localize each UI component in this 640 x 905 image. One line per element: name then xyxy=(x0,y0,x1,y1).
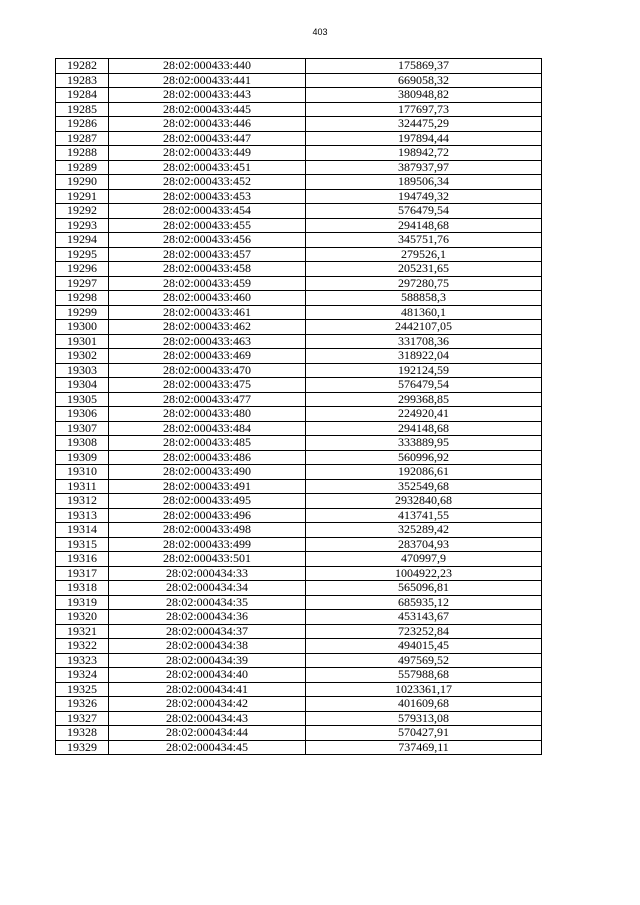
value-cell: 588858,3 xyxy=(306,291,542,306)
table-row xyxy=(56,682,542,697)
value-cell: 565096,81 xyxy=(306,581,542,596)
table-row xyxy=(56,262,542,277)
row-number-cell: 19305 xyxy=(56,392,109,407)
cadastral-number-cell: 28:02:000434:45 xyxy=(109,740,306,755)
value-cell: 205231,65 xyxy=(306,262,542,277)
value-cell: 294148,68 xyxy=(306,218,542,233)
table-row xyxy=(56,189,542,204)
table-row xyxy=(56,291,542,306)
value-cell: 352549,68 xyxy=(306,479,542,494)
cadastral-number-cell: 28:02:000433:440 xyxy=(109,59,306,74)
row-number-cell: 19296 xyxy=(56,262,109,277)
row-number-cell: 19303 xyxy=(56,363,109,378)
cadastral-number-cell: 28:02:000433:452 xyxy=(109,175,306,190)
table-row xyxy=(56,146,542,161)
table-row xyxy=(56,334,542,349)
value-cell: 279526,1 xyxy=(306,247,542,262)
row-number-cell: 19321 xyxy=(56,624,109,639)
row-number-cell: 19287 xyxy=(56,131,109,146)
row-number-cell: 19306 xyxy=(56,407,109,422)
row-number-cell: 19327 xyxy=(56,711,109,726)
table-row xyxy=(56,711,542,726)
cadastral-number-cell: 28:02:000433:484 xyxy=(109,421,306,436)
row-number-cell: 19282 xyxy=(56,59,109,74)
table-row xyxy=(56,247,542,262)
table-row xyxy=(56,566,542,581)
value-cell: 401609,68 xyxy=(306,697,542,712)
row-number-cell: 19324 xyxy=(56,668,109,683)
value-cell: 2442107,05 xyxy=(306,320,542,335)
row-number-cell: 19283 xyxy=(56,73,109,88)
cadastral-value-table xyxy=(55,58,542,755)
cadastral-number-cell: 28:02:000434:39 xyxy=(109,653,306,668)
value-cell: 325289,42 xyxy=(306,523,542,538)
table-row xyxy=(56,204,542,219)
table-row xyxy=(56,639,542,654)
value-cell: 497569,52 xyxy=(306,653,542,668)
cadastral-number-cell: 28:02:000433:460 xyxy=(109,291,306,306)
table-row xyxy=(56,349,542,364)
table-row xyxy=(56,88,542,103)
cadastral-number-cell: 28:02:000433:463 xyxy=(109,334,306,349)
cadastral-number-cell: 28:02:000433:496 xyxy=(109,508,306,523)
value-cell: 175869,37 xyxy=(306,59,542,74)
value-cell: 669058,32 xyxy=(306,73,542,88)
cadastral-number-cell: 28:02:000433:457 xyxy=(109,247,306,262)
cadastral-number-cell: 28:02:000433:470 xyxy=(109,363,306,378)
cadastral-number-cell: 28:02:000433:486 xyxy=(109,450,306,465)
table-row xyxy=(56,537,542,552)
cadastral-number-cell: 28:02:000433:480 xyxy=(109,407,306,422)
table-row xyxy=(56,595,542,610)
value-cell: 345751,76 xyxy=(306,233,542,248)
table-row xyxy=(56,494,542,509)
cadastral-number-cell: 28:02:000433:449 xyxy=(109,146,306,161)
table-row xyxy=(56,363,542,378)
value-cell: 481360,1 xyxy=(306,305,542,320)
cadastral-number-cell: 28:02:000434:37 xyxy=(109,624,306,639)
cadastral-number-cell: 28:02:000434:34 xyxy=(109,581,306,596)
table-row xyxy=(56,276,542,291)
table-row xyxy=(56,450,542,465)
value-cell: 576479,54 xyxy=(306,378,542,393)
value-cell: 560996,92 xyxy=(306,450,542,465)
cadastral-number-cell: 28:02:000433:485 xyxy=(109,436,306,451)
row-number-cell: 19301 xyxy=(56,334,109,349)
table-row xyxy=(56,407,542,422)
cadastral-number-cell: 28:02:000434:42 xyxy=(109,697,306,712)
row-number-cell: 19312 xyxy=(56,494,109,509)
row-number-cell: 19317 xyxy=(56,566,109,581)
page-number: 403 xyxy=(312,27,328,37)
row-number-cell: 19314 xyxy=(56,523,109,538)
row-number-cell: 19320 xyxy=(56,610,109,625)
row-number-cell: 19311 xyxy=(56,479,109,494)
table-row xyxy=(56,378,542,393)
row-number-cell: 19319 xyxy=(56,595,109,610)
cadastral-number-cell: 28:02:000433:490 xyxy=(109,465,306,480)
value-cell: 198942,72 xyxy=(306,146,542,161)
table-row xyxy=(56,73,542,88)
row-number-cell: 19292 xyxy=(56,204,109,219)
row-number-cell: 19291 xyxy=(56,189,109,204)
row-number-cell: 19316 xyxy=(56,552,109,567)
value-cell: 576479,54 xyxy=(306,204,542,219)
row-number-cell: 19329 xyxy=(56,740,109,755)
cadastral-number-cell: 28:02:000433:453 xyxy=(109,189,306,204)
value-cell: 723252,84 xyxy=(306,624,542,639)
table-row xyxy=(56,523,542,538)
cadastral-number-cell: 28:02:000433:447 xyxy=(109,131,306,146)
row-number-cell: 19325 xyxy=(56,682,109,697)
row-number-cell: 19309 xyxy=(56,450,109,465)
row-number-cell: 19290 xyxy=(56,175,109,190)
table-row xyxy=(56,697,542,712)
row-number-cell: 19285 xyxy=(56,102,109,117)
table-row xyxy=(56,465,542,480)
value-cell: 387937,97 xyxy=(306,160,542,175)
cadastral-number-cell: 28:02:000434:44 xyxy=(109,726,306,741)
cadastral-number-cell: 28:02:000433:454 xyxy=(109,204,306,219)
cadastral-number-cell: 28:02:000434:43 xyxy=(109,711,306,726)
cadastral-number-cell: 28:02:000434:38 xyxy=(109,639,306,654)
table-row xyxy=(56,610,542,625)
table-row xyxy=(56,653,542,668)
row-number-cell: 19288 xyxy=(56,146,109,161)
table-row xyxy=(56,102,542,117)
row-number-cell: 19289 xyxy=(56,160,109,175)
cadastral-number-cell: 28:02:000433:469 xyxy=(109,349,306,364)
cadastral-number-cell: 28:02:000433:451 xyxy=(109,160,306,175)
row-number-cell: 19318 xyxy=(56,581,109,596)
value-cell: 737469,11 xyxy=(306,740,542,755)
value-cell: 453143,67 xyxy=(306,610,542,625)
cadastral-number-cell: 28:02:000433:443 xyxy=(109,88,306,103)
row-number-cell: 19297 xyxy=(56,276,109,291)
row-number-cell: 19284 xyxy=(56,88,109,103)
table-row xyxy=(56,552,542,567)
cadastral-number-cell: 28:02:000434:36 xyxy=(109,610,306,625)
value-cell: 294148,68 xyxy=(306,421,542,436)
row-number-cell: 19326 xyxy=(56,697,109,712)
value-cell: 570427,91 xyxy=(306,726,542,741)
row-number-cell: 19315 xyxy=(56,537,109,552)
value-cell: 494015,45 xyxy=(306,639,542,654)
table-row xyxy=(56,131,542,146)
value-cell: 194749,32 xyxy=(306,189,542,204)
value-cell: 299368,85 xyxy=(306,392,542,407)
cadastral-number-cell: 28:02:000433:441 xyxy=(109,73,306,88)
value-cell: 318922,04 xyxy=(306,349,542,364)
row-number-cell: 19308 xyxy=(56,436,109,451)
cadastral-number-cell: 28:02:000433:446 xyxy=(109,117,306,132)
row-number-cell: 19298 xyxy=(56,291,109,306)
value-cell: 685935,12 xyxy=(306,595,542,610)
table-row xyxy=(56,305,542,320)
table-row xyxy=(56,726,542,741)
table-row xyxy=(56,624,542,639)
value-cell: 470997,9 xyxy=(306,552,542,567)
value-cell: 283704,93 xyxy=(306,537,542,552)
table-row xyxy=(56,218,542,233)
value-cell: 324475,29 xyxy=(306,117,542,132)
row-number-cell: 19310 xyxy=(56,465,109,480)
cadastral-number-cell: 28:02:000433:501 xyxy=(109,552,306,567)
table-row xyxy=(56,175,542,190)
cadastral-number-cell: 28:02:000433:458 xyxy=(109,262,306,277)
value-cell: 331708,36 xyxy=(306,334,542,349)
table-body xyxy=(56,59,542,755)
cadastral-number-cell: 28:02:000433:445 xyxy=(109,102,306,117)
value-cell: 192124,59 xyxy=(306,363,542,378)
row-number-cell: 19322 xyxy=(56,639,109,654)
table-row xyxy=(56,436,542,451)
row-number-cell: 19328 xyxy=(56,726,109,741)
row-number-cell: 19295 xyxy=(56,247,109,262)
value-cell: 1004922,23 xyxy=(306,566,542,581)
row-number-cell: 19300 xyxy=(56,320,109,335)
table-row xyxy=(56,479,542,494)
row-number-cell: 19286 xyxy=(56,117,109,132)
table-row xyxy=(56,740,542,755)
cadastral-number-cell: 28:02:000433:459 xyxy=(109,276,306,291)
cadastral-number-cell: 28:02:000433:462 xyxy=(109,320,306,335)
row-number-cell: 19304 xyxy=(56,378,109,393)
cadastral-number-cell: 28:02:000433:461 xyxy=(109,305,306,320)
cadastral-number-cell: 28:02:000433:495 xyxy=(109,494,306,509)
value-cell: 192086,61 xyxy=(306,465,542,480)
cadastral-number-cell: 28:02:000433:456 xyxy=(109,233,306,248)
table-row xyxy=(56,117,542,132)
row-number-cell: 19313 xyxy=(56,508,109,523)
row-number-cell: 19307 xyxy=(56,421,109,436)
value-cell: 579313,08 xyxy=(306,711,542,726)
row-number-cell: 19323 xyxy=(56,653,109,668)
table-row xyxy=(56,233,542,248)
cadastral-number-cell: 28:02:000433:477 xyxy=(109,392,306,407)
row-number-cell: 19299 xyxy=(56,305,109,320)
table-row xyxy=(56,160,542,175)
cadastral-number-cell: 28:02:000433:491 xyxy=(109,479,306,494)
value-cell: 177697,73 xyxy=(306,102,542,117)
cadastral-number-cell: 28:02:000434:40 xyxy=(109,668,306,683)
cadastral-number-cell: 28:02:000434:33 xyxy=(109,566,306,581)
value-cell: 297280,75 xyxy=(306,276,542,291)
table-row xyxy=(56,668,542,683)
cadastral-number-cell: 28:02:000433:499 xyxy=(109,537,306,552)
value-cell: 380948,82 xyxy=(306,88,542,103)
value-cell: 2932840,68 xyxy=(306,494,542,509)
value-cell: 189506,34 xyxy=(306,175,542,190)
table-row xyxy=(56,59,542,74)
row-number-cell: 19293 xyxy=(56,218,109,233)
table-row xyxy=(56,581,542,596)
row-number-cell: 19302 xyxy=(56,349,109,364)
value-cell: 224920,41 xyxy=(306,407,542,422)
table-row xyxy=(56,421,542,436)
value-cell: 413741,55 xyxy=(306,508,542,523)
cadastral-number-cell: 28:02:000434:35 xyxy=(109,595,306,610)
value-cell: 557988,68 xyxy=(306,668,542,683)
value-cell: 197894,44 xyxy=(306,131,542,146)
cadastral-number-cell: 28:02:000433:455 xyxy=(109,218,306,233)
row-number-cell: 19294 xyxy=(56,233,109,248)
table-row xyxy=(56,320,542,335)
cadastral-number-cell: 28:02:000433:498 xyxy=(109,523,306,538)
table-row xyxy=(56,392,542,407)
value-cell: 333889,95 xyxy=(306,436,542,451)
table-row xyxy=(56,508,542,523)
value-cell: 1023361,17 xyxy=(306,682,542,697)
cadastral-number-cell: 28:02:000433:475 xyxy=(109,378,306,393)
cadastral-number-cell: 28:02:000434:41 xyxy=(109,682,306,697)
